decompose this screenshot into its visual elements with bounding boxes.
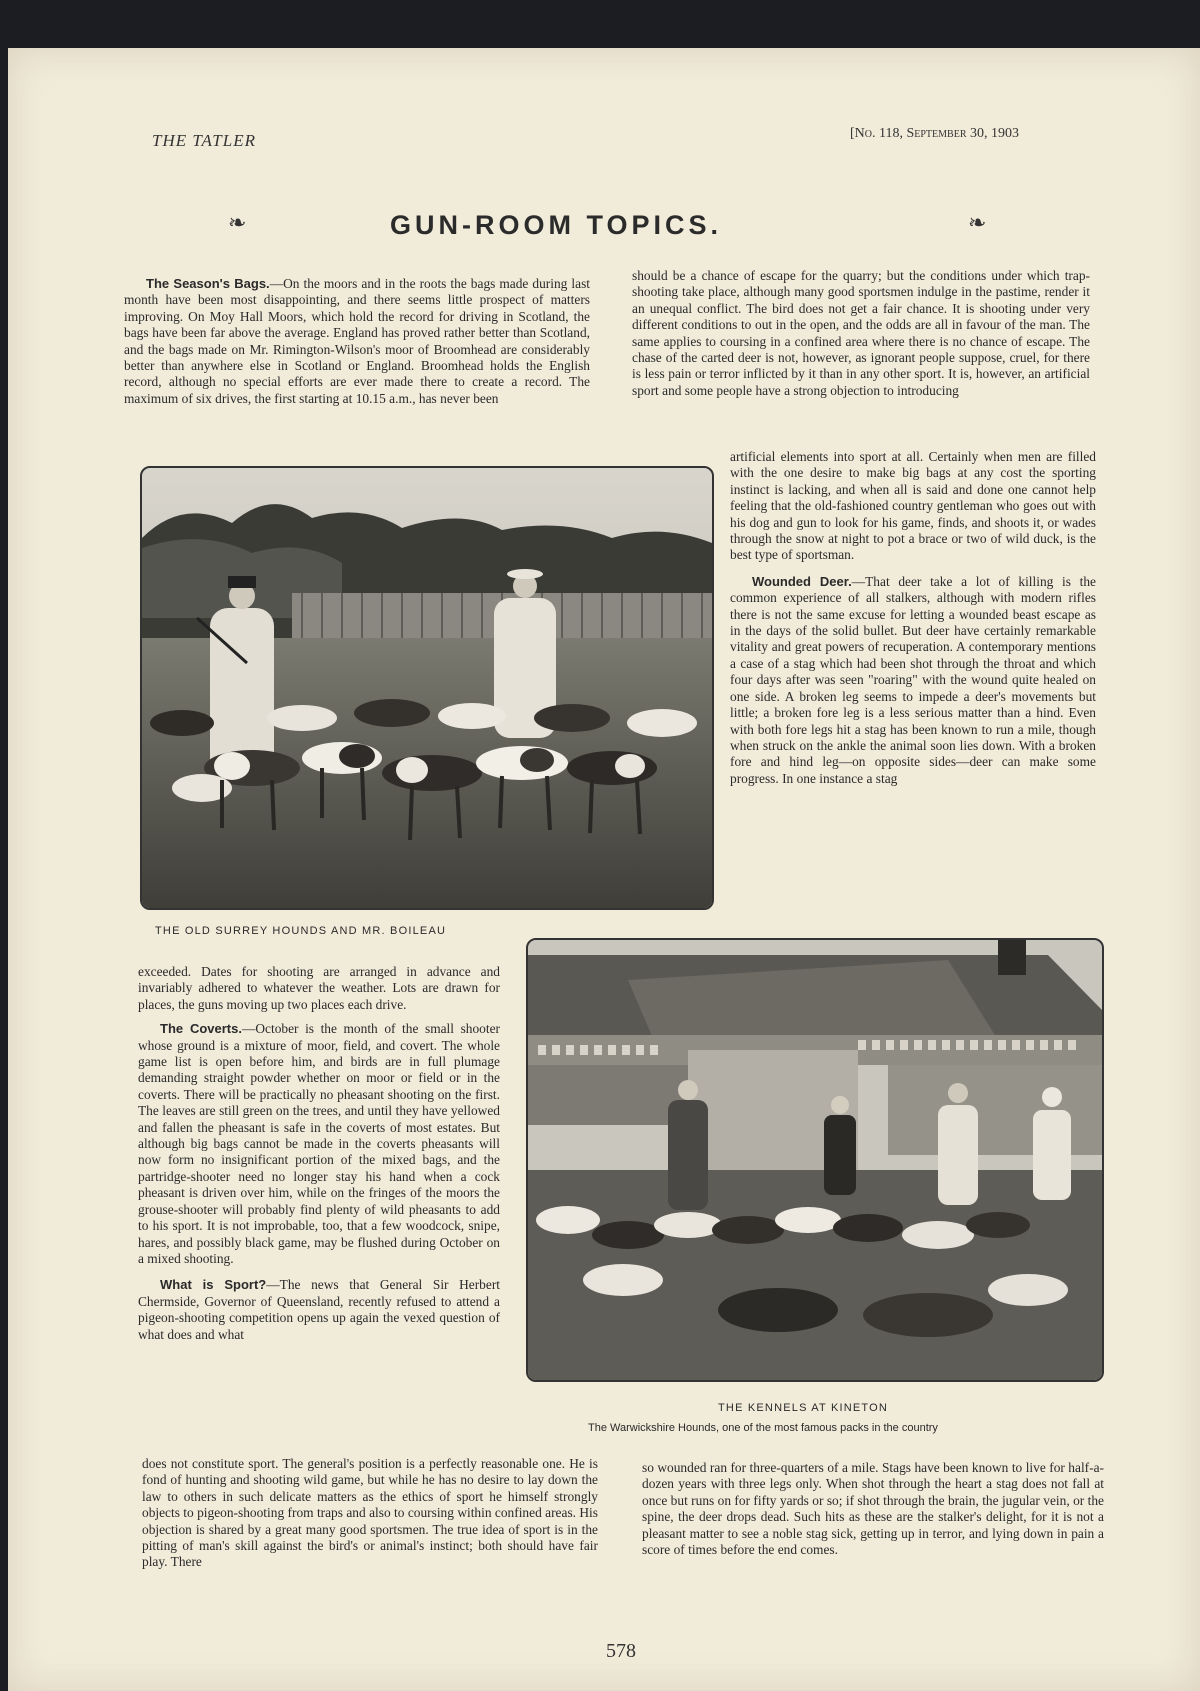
left-ornament: ❧ [228,210,247,235]
page-title: GUN-ROOM TOPICS. [390,210,723,240]
photo-subcaption-kennels: The Warwickshire Hounds, one of the most famous packs in the country [588,1422,938,1434]
photo-caption-hounds: THE OLD SURREY HOUNDS AND MR. BOILEAU [155,925,447,937]
section-text: —October is the month of the small shooter whose ground is a mixture of moor, field, and covert. The whole game list is open before him, and birds are in full plumage demanding straight powder whether on moor or field or in the coverts. There will be practically no pheasant shooting on the first. The leaves are still green on the trees, and until they have yellowed and fallen the pheasant is safe in the coverts of most estates. But although big bags cannot be made in the coverts pheasants will now form no insignificant portion of the mixed bags, and the partridge-shooter need no longer stay his hand when a cock pheasant is driven over him, while on the fringes of the moors the grouse-shooter will probably find plenty of wild pheasants to add to his sport. It is not improbable, too, that a few woodcock, snipe, hares, and possibly black game, may be flushed during October on a mixed shooting. [138,1021,500,1266]
article-col3-end [642,1460,1104,1566]
section-text: should be a chance of escape for the quarry; but the conditions under which trap-shooting take place, although many good sportsmen indulge in the pastime, render it an unequal conflict. The bird does not get a fair chance. It is shooting under very different conditions to out in the open, and the odds are all in favour of the man. The same applies to coursing in a confined area where there is no chance of escape. The chase of the carted deer is not, however, as ignorant people suppose, cruel, for there is less pain or terror inflicted by it than in any other sport. It is, however, an artificial sport and some people have a strong objection to introducing [632,268,1090,398]
section-lead: The Season's Bags. [146,276,270,291]
section-text: so wounded ran for three-quarters of a mile. Stags have been known to live for half-a-dozen years with three legs only. When shot through the heart a stag does not fall at once but runs on for fifty yards or so; if shot through the brain, the jugular vein, or the spine, the deer drops dead. Such hits as these are the stalker's delight, for it is not a pleasant matter to see a noble stag sick, getting up in terror, and lying down in pain a score of times before the end comes. [642,1460,1104,1558]
section-text: —That deer take a lot of killing is the common experience of all stalkers, although with modern rifles there is not the same excuse for letting a wounded beast escape as in the days of the solid bullet. But deer have certainly remarkable vitality and great powers of recuperation. A contemporary mentions a case of a stag which had been shot through the throat and which four days after was seen "roaring" with the wound quite healed on one side. A broken leg seems to impede a deer's movements but little; a broken fore leg is a less serious matter than a hind. Even with both fore legs hit a stag has been known to run a mile, though when struck on the ankle the animal soon lies down. With a broken fore and hind leg—on opposite sides—deer can make some progress. In one instance a stag [730,573,1097,786]
right-ornament: ❧ [968,210,987,235]
article-col1-bottom [138,964,500,1351]
section-text: artificial elements into sport at all. Certainly when men are filled with the one desire to make big bags at any cost the sporting instinct is lacking, and when all is said and done one cannot help feeling that the old-fashioned country gentleman who goes out with his dog and gun to look for his game, finds, and shoots it, or wades through the snow at night to pot a brace or two of wild duck, is the best type of sportsman. [730,449,1096,563]
kennels-photo-image [528,940,1102,1380]
section-lead: The Coverts. [160,1021,242,1037]
section-lead: Wounded Deer. [752,573,852,589]
photo-kennels [526,938,1104,1382]
article-col2-narrow [730,449,1096,795]
article-col1-top [124,276,590,415]
section-text: exceeded. Dates for shooting are arranged in advance and invariably adhered to whatever the weather. Lots are drawn for places, the guns moving up two places each drive. [138,964,500,1012]
section-text: does not constitute sport. The general's position is a perfectly reasonable one. He is fond of hunting and shooting wild game, but while he has no desire to lay down the law to others in such delicate matters as the ethics of sport he himself strongly objects to pigeon-shooting from traps and also to coursing within confined areas. His objection is shared by a great many good sportsmen. The true idea of sport is in the pitting of man's skill against the bird's or animal's instinct; both should have fair play. There [142,1456,598,1570]
section-text: —On the moors and in the roots the bags made during last month have been most disappointing, and there seems little prospect of matters improving. On Moy Hall Moors, which hold the record for driving in Scotland, the bags have been far above the average. England has proved rather better than Scotland, and the bags made on Mr. Rimington-Wilson's moor of Broomhead are considerably better than anywhere else in Scotland or England. Broomhead holds the English record, although no special efforts are ever made there to create a record. The maximum of six drives, the first starting at 10.15 a.m., has never been [124,276,591,406]
article-col2-top [632,268,1090,407]
article-col1-end [142,1456,598,1579]
section-text: —The news that General Sir Herbert Chermside, Governor of Queensland, recently refused to attend a pigeon-shooting competition opens up again the vexed question of what does and what [138,1277,500,1342]
running-head-title: THE TATLER [152,131,256,150]
photo-hounds [140,466,714,910]
page-number: 578 [606,1640,636,1662]
section-lead: What is Sport? [160,1277,267,1293]
hounds-photo-image [142,468,712,908]
photo-caption-kennels: THE KENNELS AT KINETON [718,1402,889,1414]
issue-date: [No. 118, September 30, 1903 [850,126,1019,141]
